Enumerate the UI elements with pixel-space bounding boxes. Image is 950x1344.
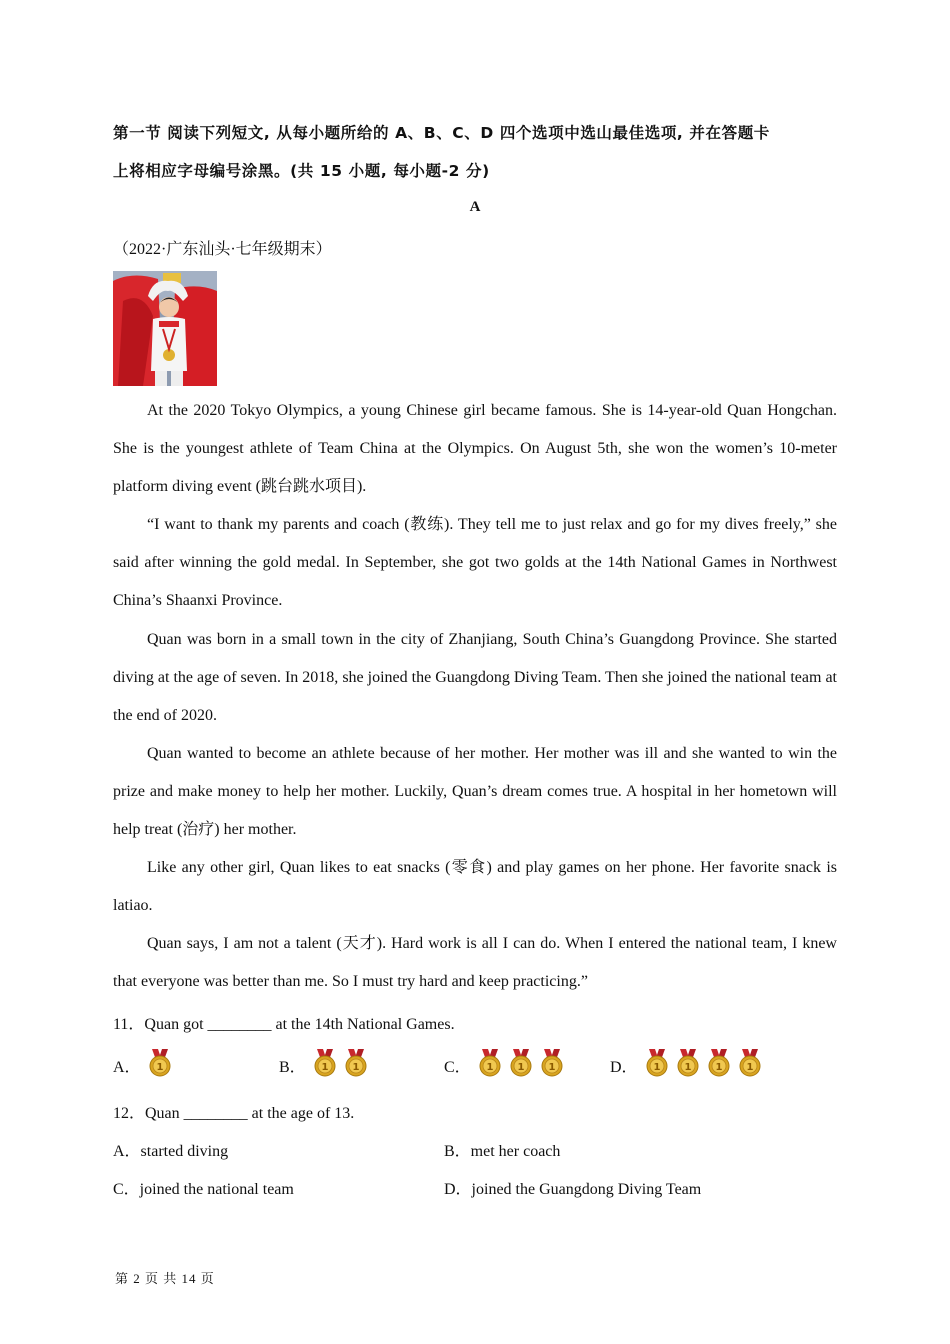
svg-text:1: 1: [321, 1062, 329, 1073]
svg-text:1: 1: [746, 1062, 754, 1073]
gold-medal-icon: [343, 1049, 369, 1077]
passage-paragraph-1: [113, 392, 837, 506]
section-label: A: [469, 199, 481, 215]
gold-medal-icon: [147, 1049, 173, 1077]
svg-text:1: 1: [352, 1062, 360, 1073]
gold-medal-icon: [737, 1049, 763, 1077]
paragraph-text: Like any other girl, Quan likes to eat snacks (零食) and play games on her phone. Her favorite snack is latiao.: [113, 859, 837, 914]
passage-paragraph-3: [113, 621, 837, 735]
passage-paragraph-5: [113, 849, 837, 925]
svg-text:1: 1: [517, 1062, 525, 1073]
question-11-option-a[interactable]: [113, 1049, 178, 1077]
gold-medal-icon: [312, 1049, 338, 1077]
question-12-stem: 12．Quan ________ at the age of 13.: [113, 1105, 355, 1122]
question-12-option-a[interactable]: A．started diving: [113, 1143, 229, 1160]
question-12-option-d[interactable]: D．joined the Guangdong Diving Team: [444, 1181, 702, 1198]
page-footer: 第 2 页 共 14 页: [115, 1271, 215, 1286]
medal-group: [312, 1049, 374, 1077]
gold-medal-icon: [675, 1049, 701, 1077]
gold-medal-icon: [477, 1049, 503, 1077]
svg-text:1: 1: [548, 1062, 556, 1073]
gold-medal-icon: [706, 1049, 732, 1077]
option-label: A．: [113, 1059, 141, 1076]
paragraph-text: “I want to thank my parents and coach (教练). They tell me to just relax and go for my dives freely,” she said after winning the gold medal. In September, she got two golds at the 14th National Games in Northwest China’s Shaanxi Province.: [113, 516, 837, 609]
question-11-option-d[interactable]: [610, 1049, 768, 1077]
gold-medal-icon: [644, 1049, 670, 1077]
medal-group: [644, 1049, 768, 1077]
passage-paragraph-6: [113, 925, 837, 1001]
option-label: D．: [610, 1059, 638, 1076]
question-11-option-c[interactable]: [444, 1049, 570, 1077]
question-11-stem: 11．Quan got ________ at the 14th National Games.: [113, 1016, 455, 1033]
athlete-photo-image: [113, 271, 217, 386]
question-12-option-b[interactable]: B．met her coach: [444, 1143, 561, 1160]
option-label: C．: [444, 1059, 471, 1076]
option-label: B．: [279, 1059, 306, 1076]
svg-text:1: 1: [486, 1062, 494, 1073]
question-11-option-b[interactable]: [279, 1049, 374, 1077]
instructions-line-1: 第一节 阅读下列短文, 从每小题所给的 A、B、C、D 四个选项中选山最佳选项, 并在答题卡: [113, 124, 770, 142]
paragraph-text: Quan was born in a small town in the city of Zhanjiang, South China’s Guangdong Province. She started diving at the age of seven. In 2018, she joined the Guangdong Diving Team. Then she joined the national team at the end of 2020.: [113, 631, 837, 724]
svg-text:1: 1: [684, 1062, 692, 1073]
instructions-line-2: 上将相应字母编号涂黑。(共 15 小题, 每小题-2 分): [113, 162, 490, 180]
passage-paragraph-2: [113, 506, 837, 620]
svg-text:1: 1: [715, 1062, 723, 1073]
athlete-photo: [113, 271, 217, 386]
svg-text:1: 1: [156, 1062, 164, 1073]
paragraph-text: Quan wanted to become an athlete because of her mother. Her mother was ill and she wanted to win the prize and make money to help her mother. Luckily, Quan’s dream comes true. A hospital in her hometown will help treat (治疗) her mother.: [113, 745, 837, 838]
source-note: （2022·广东汕头·七年级期末）: [113, 241, 332, 258]
svg-text:1: 1: [653, 1062, 661, 1073]
question-12-option-c[interactable]: C．joined the national team: [113, 1181, 294, 1198]
medal-group: [477, 1049, 570, 1077]
medal-group: [147, 1049, 178, 1077]
gold-medal-icon: [539, 1049, 565, 1077]
passage-paragraph-4: [113, 735, 837, 849]
paragraph-text: Quan says, I am not a talent (天才). Hard work is all I can do. When I entered the national team, I knew that everyone was better than me. So I must try hard and keep practicing.”: [113, 935, 837, 990]
gold-medal-icon: [508, 1049, 534, 1077]
paragraph-text: At the 2020 Tokyo Olympics, a young Chinese girl became famous. She is 14-year-old Quan Hongchan. She is the youngest athlete of Team China at the Olympics. On August 5th, she won the women’s 10-meter platform diving event (跳台跳水项目).: [113, 402, 837, 495]
